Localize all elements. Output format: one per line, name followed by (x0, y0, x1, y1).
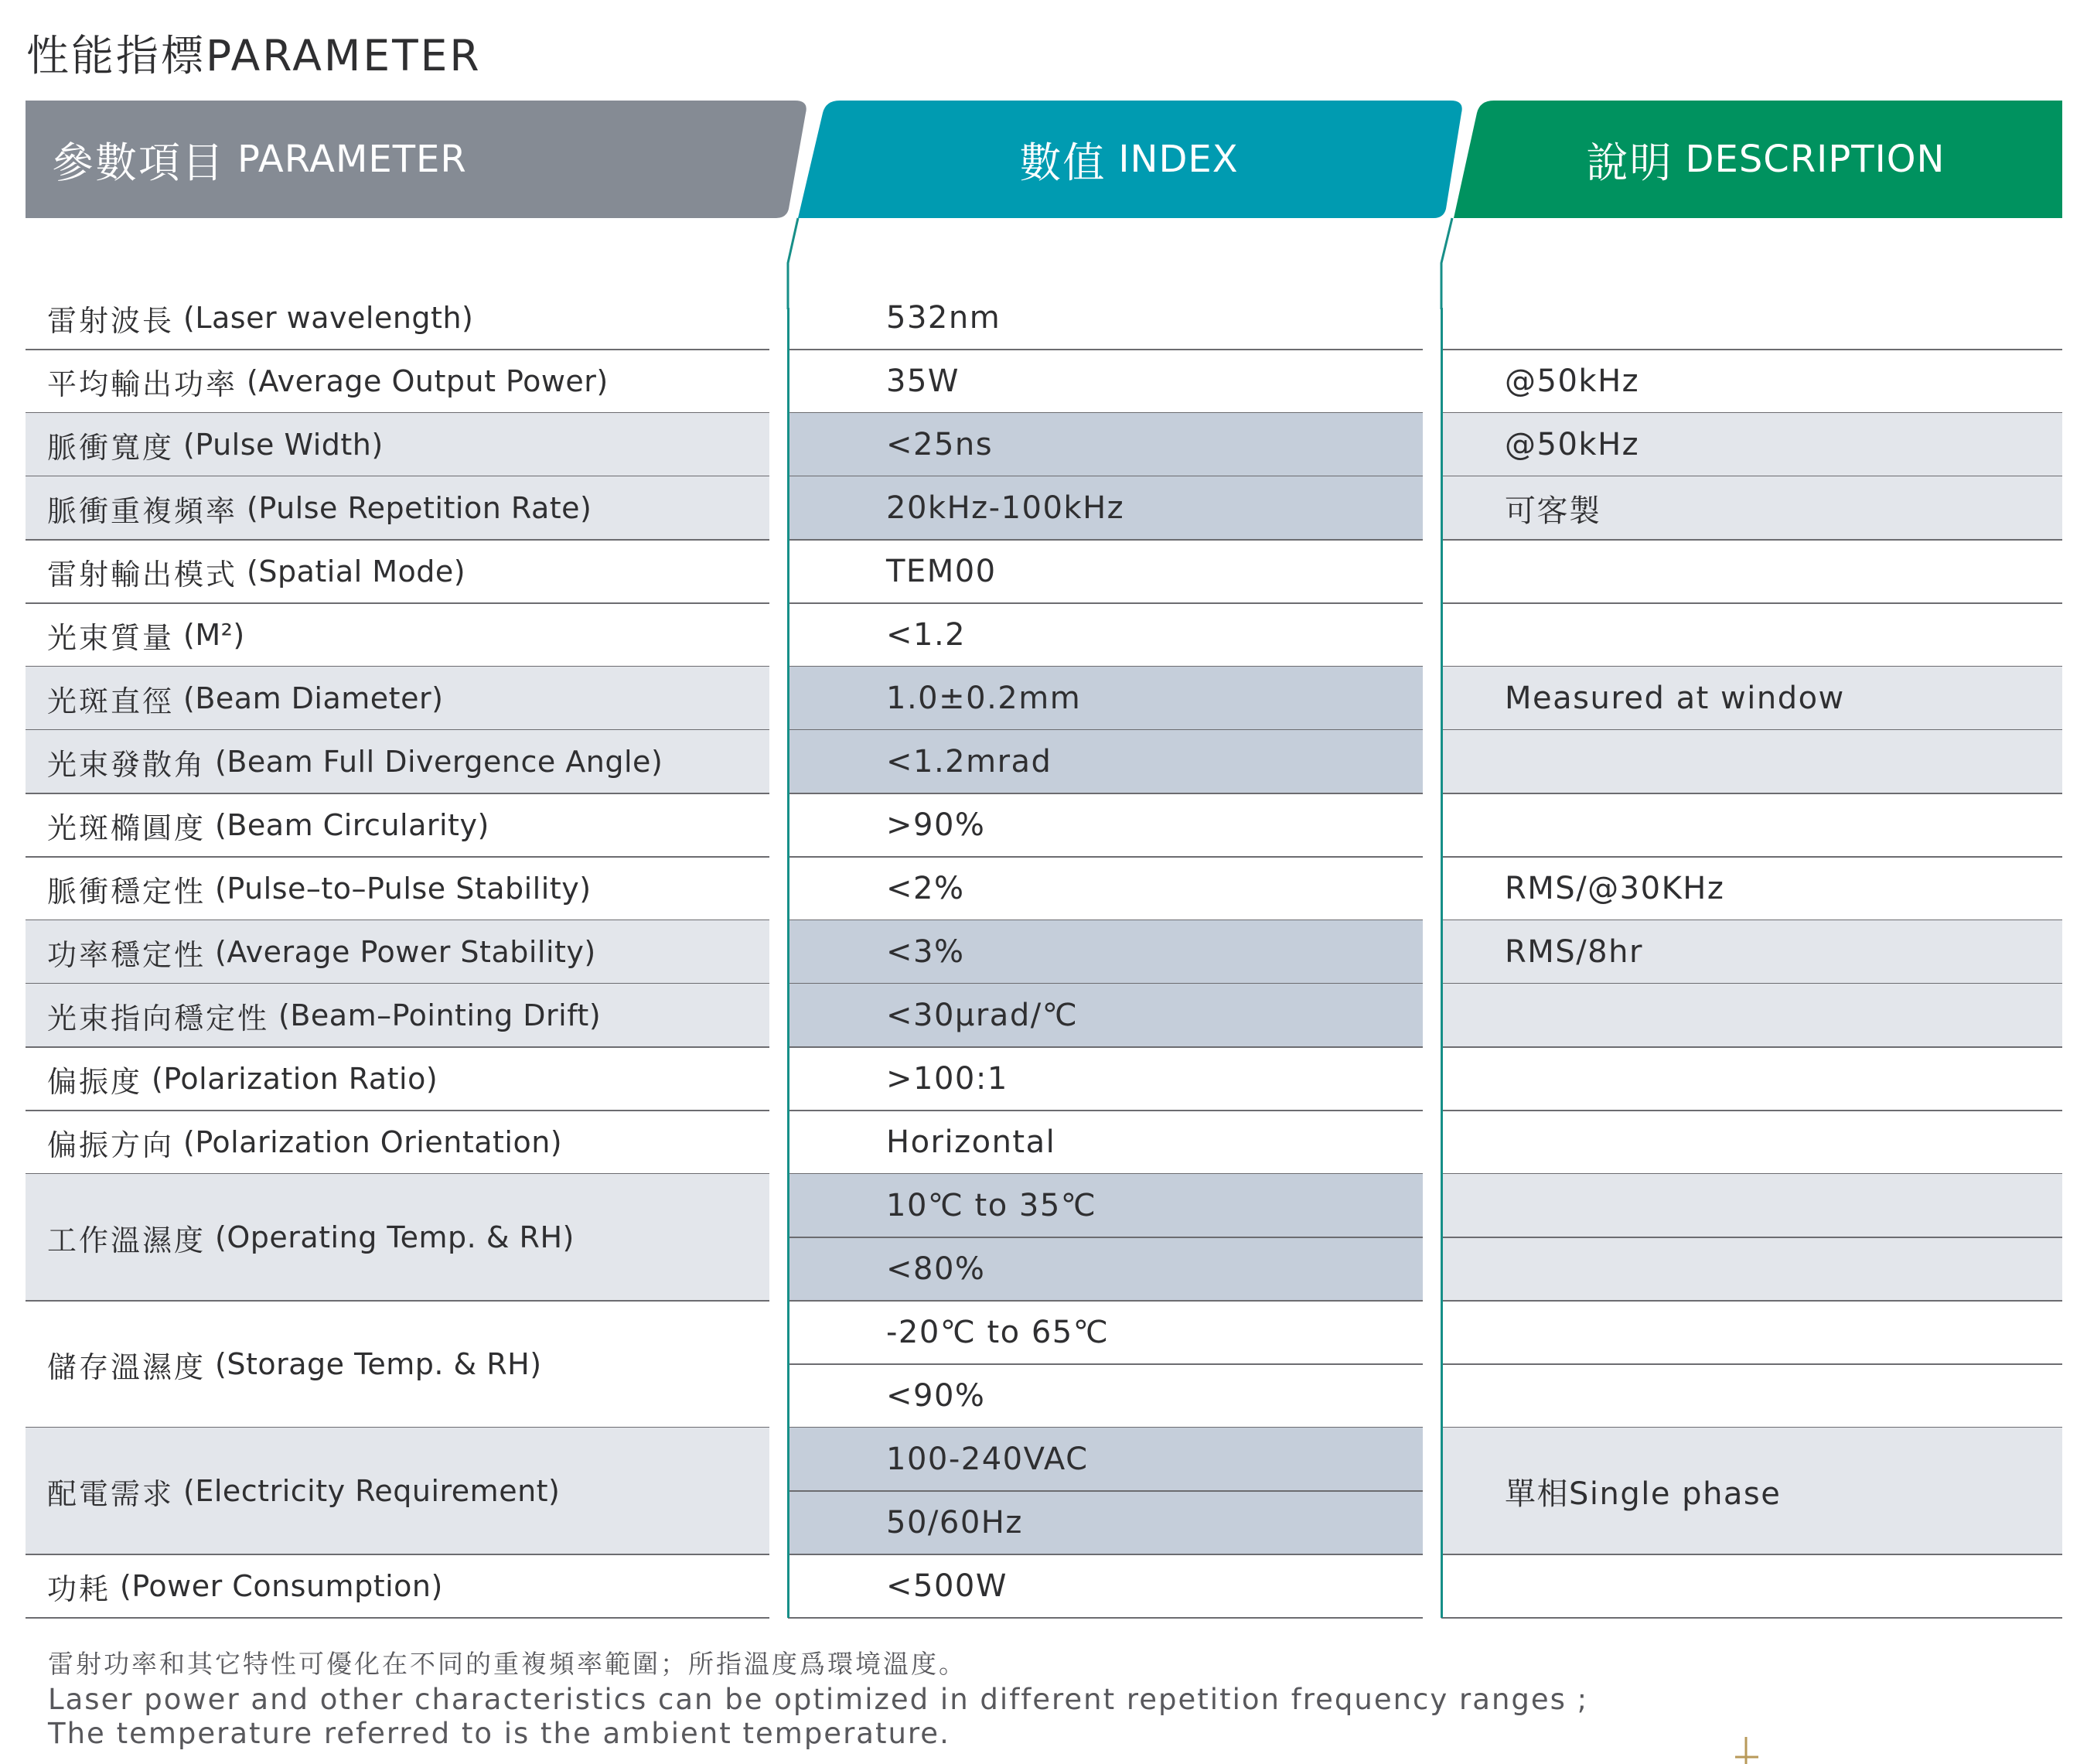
index-value-cell: <1.2 (886, 617, 967, 653)
index-row-divider (788, 1617, 1423, 1619)
index-value-cell: <25ns (886, 427, 994, 462)
param-label-cn: 配電需求 (47, 1476, 175, 1511)
param-label-en: (Average Output Power) (247, 364, 609, 398)
param-label-cn: 光斑直徑 (47, 684, 175, 718)
param-label-cn: 光束發散角 (47, 747, 206, 782)
param-cell (47, 1174, 769, 1301)
index-header-cn: 數值 (1019, 138, 1107, 187)
desc-cell (1505, 1174, 2062, 1237)
param-cell (47, 667, 769, 730)
index-header-en: INDEX (1118, 138, 1239, 181)
desc-cell (1505, 1364, 2062, 1428)
desc-cell (1505, 603, 2062, 667)
param-label-cn: 光斑橢圓度 (47, 810, 206, 845)
index-value-cell: 10℃ to 35℃ (886, 1188, 1097, 1223)
decorative-mark-icon (1724, 1734, 1771, 1764)
param-label-cn: 偏振度 (47, 1064, 143, 1099)
param-label-en: (Pulse Width) (183, 428, 384, 462)
param-label-en: (Average Power Stability) (215, 935, 596, 969)
desc-cell (1505, 730, 2062, 793)
desc-cell: 可客製 (1505, 493, 1601, 529)
param-cell (47, 1111, 769, 1174)
index-value-cell: Horizontal (886, 1124, 1056, 1160)
param-label-cn: 光束質量 (47, 620, 175, 655)
index-value-cell: >90% (886, 807, 986, 843)
param-label-en: (Spatial Mode) (247, 554, 466, 589)
param-label-cn: 平均輸出功率 (47, 367, 238, 401)
param-cell (47, 350, 769, 413)
param-cell (47, 984, 769, 1047)
desc-cell: RMS/@30KHz (1505, 871, 1725, 906)
param-label-en: (Storage Temp. & RH) (215, 1347, 542, 1381)
param-cell (47, 1301, 769, 1428)
desc-cell (1505, 1237, 2062, 1301)
index-value-cell: -20℃ to 65℃ (886, 1315, 1110, 1350)
param-cell (47, 730, 769, 793)
desc-cell (1505, 540, 2062, 603)
desc-cell: Measured at window (1505, 681, 1845, 716)
param-label-cn: 雷射輸出模式 (47, 557, 238, 592)
param-label-cn: 脈衝穩定性 (47, 874, 206, 909)
desc-row-divider (1441, 1617, 2062, 1619)
desc-cell (1505, 1047, 2062, 1111)
footnote-en-line1: Laser power and other characteristics can be optimized in different repetition frequency ranges ; (48, 1683, 1589, 1716)
footnote-cn: 雷射功率和其它特性可優化在不同的重複頻率範圍；所指溫度爲環境溫度。 (48, 1649, 967, 1679)
param-label-en: (Pulse–to–Pulse Stability) (215, 872, 592, 906)
param-label-en: (Electricity Requirement) (183, 1474, 561, 1508)
footnote-en-line2: The temperature referred to is the ambient temperature. (48, 1717, 950, 1750)
index-value-cell: <2% (886, 871, 965, 906)
param-label-cn: 功率穩定性 (47, 937, 206, 972)
param-label-cn: 脈衝重複頻率 (47, 493, 238, 528)
param-cell (47, 1554, 769, 1618)
param-label-en: (Beam–Pointing Drift) (278, 998, 602, 1032)
param-row-divider (26, 1617, 769, 1619)
param-header-cn: 參數項目 (52, 138, 225, 187)
index-subrow-divider (788, 1237, 1423, 1238)
param-cell (47, 540, 769, 603)
param-cell (47, 603, 769, 667)
param-label-en: (Operating Temp. & RH) (215, 1220, 575, 1254)
param-cell (47, 793, 769, 857)
desc-column-rule (1441, 308, 1443, 1618)
desc-subrow-divider (1441, 1363, 2062, 1365)
page-title: 性能指標PARAMETER (26, 31, 482, 80)
desc-cell: RMS/8hr (1505, 934, 1643, 970)
param-label-cn: 雷射波長 (47, 303, 175, 338)
param-label-en: (Pulse Repetition Rate) (247, 491, 592, 525)
param-label-en: (M²) (183, 618, 245, 652)
desc-cell (1505, 1301, 2062, 1364)
param-label-en: (Polarization Orientation) (183, 1125, 563, 1159)
param-cell (47, 1428, 769, 1554)
param-label-en: (Beam Circularity) (215, 808, 489, 842)
param-label-en: (Beam Full Divergence Angle) (215, 745, 663, 779)
param-label-cn: 儲存溫濕度 (47, 1349, 206, 1384)
index-value-cell: 35W (886, 363, 960, 399)
desc-cell (1505, 1554, 2062, 1618)
index-subrow-divider (788, 1490, 1423, 1492)
param-label-cn: 工作溫濕度 (47, 1223, 206, 1257)
index-value-cell: 20kHz-100kHz (886, 490, 1125, 526)
desc-cell (1505, 286, 2062, 350)
index-value-cell: <80% (886, 1251, 986, 1287)
desc-cell (1505, 1111, 2062, 1174)
param-header-en: PARAMETER (237, 138, 467, 181)
param-cell (47, 413, 769, 476)
desc-header-cn: 說明 (1586, 138, 1673, 187)
param-cell (47, 476, 769, 540)
param-cell (47, 286, 769, 350)
index-value-cell: 1.0±0.2mm (886, 681, 1082, 716)
index-value-cell: 50/60Hz (886, 1505, 1023, 1541)
index-value-cell: TEM00 (886, 554, 997, 589)
index-column-rule (787, 308, 789, 1618)
param-label-cn: 光束指向穩定性 (47, 1001, 270, 1036)
index-value-cell: <3% (886, 934, 965, 970)
param-label-en: (Power Consumption) (120, 1569, 443, 1603)
param-label-en: (Beam Diameter) (183, 681, 444, 715)
index-value-cell: <1.2mrad (886, 744, 1052, 780)
desc-cell (1505, 984, 2062, 1047)
index-value-cell: <500W (886, 1568, 1008, 1604)
desc-cell (1505, 793, 2062, 857)
param-label-cn: 脈衝寬度 (47, 430, 175, 465)
desc-subrow-divider (1441, 1237, 2062, 1238)
index-subrow-divider (788, 1363, 1423, 1365)
index-value-cell: 100-240VAC (886, 1442, 1089, 1477)
param-cell (47, 1047, 769, 1111)
index-value-cell: >100:1 (886, 1061, 1008, 1097)
param-label-en: (Polarization Ratio) (152, 1062, 438, 1096)
index-value-cell: 532nm (886, 300, 1001, 336)
param-cell (47, 920, 769, 984)
desc-cell: @50kHz (1505, 363, 1640, 399)
param-label-cn: 偏振方向 (47, 1128, 175, 1162)
param-label-cn: 功耗 (47, 1571, 111, 1606)
param-cell (47, 857, 769, 920)
index-value-cell: <30μrad/℃ (886, 998, 1079, 1033)
desc-header-en: DESCRIPTION (1685, 138, 1945, 181)
desc-cell: 單相Single phase (1505, 1476, 1782, 1512)
index-value-cell: <90% (886, 1378, 986, 1414)
param-label-en: (Laser wavelength) (183, 301, 474, 335)
desc-cell: @50kHz (1505, 427, 1640, 462)
